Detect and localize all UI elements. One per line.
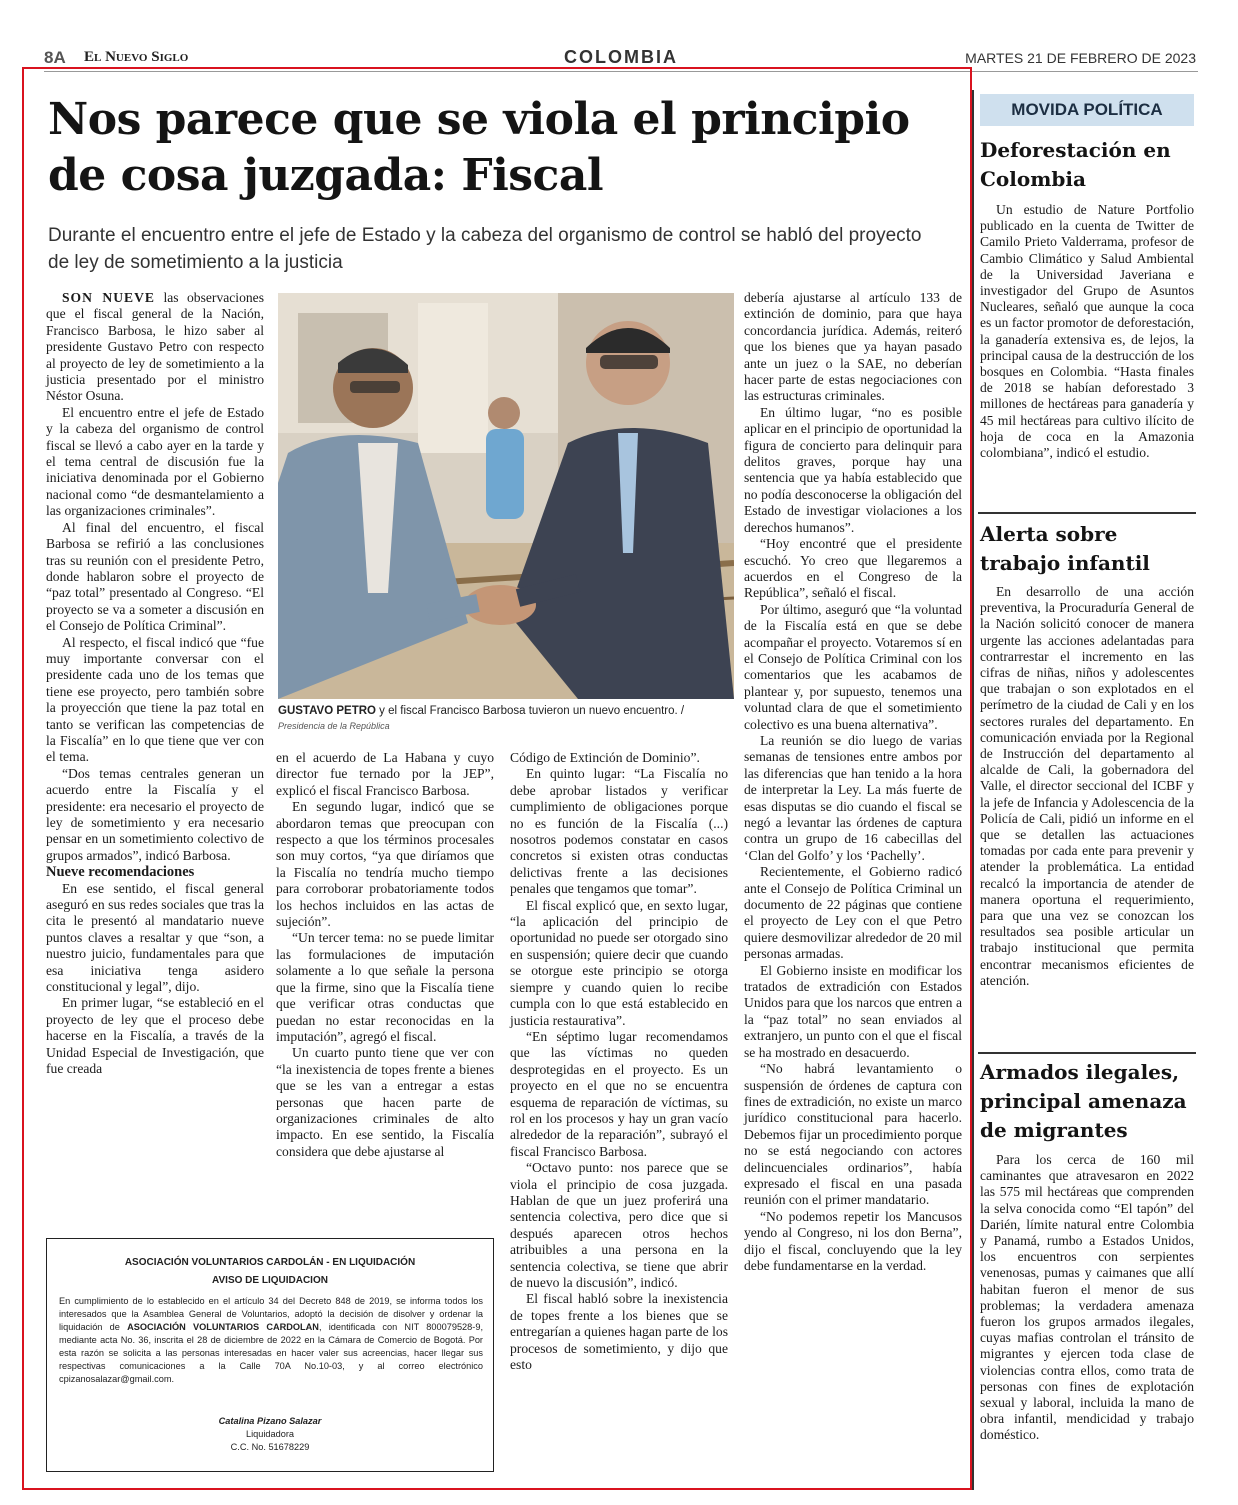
paragraph: en el acuerdo de La Habana y cuyo director fue ternado por la JEP”, explicó el fiscal Francisco Barbosa. [276,750,494,798]
paragraph: En quinto lugar: “La Fiscalía no debe aprobar listados y verificar cumplimiento de obligaciones porque no es función de la Fiscalía (...) nosotros podemos constatar en casos concretos si existen otras conductas delictivas frente a las decisiones penales que tengamos que tomar”. [510,766,728,897]
sidebar-item-title: Armados ilegales, principal amenaza de migrantes [980,1060,1187,1142]
paragraph: En segundo lugar, indicó que se abordaron temas que preocupan con respecto a que los términos procesales son muy cortos, “ya que diríamos que la Fiscalía no tendría mucho tiempo para corroborar probatoriamente todos los hechos incluidos en las actas de sujeción”. [276,799,494,930]
paragraph: “Dos temas centrales generan un acuerdo entre la Fiscalía y el presidente: era necesario el proyecto de ley de sometimiento y era necesario pensar en un sometimiento colectivo de grupos armados”, indicó Barbosa. [46,765,264,863]
notice-signature [47,1415,493,1454]
notice-title: AVISO DE LIQUIDACION [212,1275,328,1286]
handshake-photo-image [278,293,734,699]
article-headline: Nos parece que se viola el principio de cosa juzgada: Fiscal [48,94,910,201]
paragraph: “No habrá levantamiento o suspensión de órdenes de captura con fines de extradición, no existe un marco jurídico constitucional para hacerlo. Debemos fijar un procedimiento porque no se está negociando con actores delincuenciales ordinarios”, había expresado el fiscal en una pasada reunión con el primer mandatario. [744,1061,962,1208]
lead-paragraph: SON NUEVE las observaciones que el fiscal general de la Nación, Francisco Barbosa, le hizo saber al presidente Gustavo Petro con respecto al proyecto de ley de sometimiento a la justicia presentado por el ministro Néstor Osuna. [46,290,265,404]
paragraph: Al final del encuentro, el fiscal Barbosa se refirió a las conclusiones tras su reunión con el presidente Petro, donde hablaron sobre el proyecto de “paz total” presentado al Congreso. “El proyecto se va a someter a discusión en el Consejo de Política Criminal”. [46,519,264,634]
signer-role: Liquidadora [245,1429,295,1439]
subheading: Nueve recomendaciones [46,864,195,881]
sidebar-divider [972,90,974,1490]
photo-caption [278,704,734,734]
paragraph: En primer lugar, “se estableció en el proyecto de ley que el proceso debe hacerse en la Fiscalía, a través de la Unidad Especial de Investigación, que fue creada [46,995,264,1077]
signer-name: Catalina Pizano Salazar [218,1416,322,1426]
sidebar-item-title: Alerta sobre trabajo infantil [980,522,1150,575]
section-title: COLOMBIA [564,47,678,67]
lead-caps: SON NUEVE [62,290,155,305]
article-column-3 [510,750,728,1373]
notice-body: En cumplimiento de lo establecido en el artículo 34 del Decreto 848 de 2019, se informa todos los interesados que la Asamblea General de Voluntarios, adoptó la decisión de disolver y ordenar la liquidación de ASOCIACIÓN VOLUNTARIOS CARDOLAN, identificada con NIT 800079528-9, mediante acta No. 36, inscrita el 28 de diciembre de 2022 en la Cámara de Comercio de Bogotá. Por esta razón se solicita a las personas interesadas en hacer valer sus acreencias, hacer llegar sus respectivas comunicaciones a la Calle 70A No.10-03, y al correo electrónico cpizanosalazar@gmail.com. [59,1296,483,1384]
paragraph: debería ajustarse al artículo 133 de extinción de dominio, para que haya concordancia jurídica. Además, reiteró que los bienes que ya hayan pasado ante un juez o la SAE, no deberían hacer parte de estas negociaciones con las estructuras criminales. [744,290,962,404]
article-column-1 [46,290,264,1078]
paragraph: Por último, aseguró que “la voluntad de la Fiscalía está en que se debe acompañar el proyecto. Votaremos sí en el Consejo de Política Criminal con los comentarios que les acabamos de plantear y, por supuesto, tenemos una voluntad clara de que el sometimiento colectivo es una buena alternativa”. [744,601,962,732]
sidebar-item-text: Un estudio de Nature Portfolio publicado en la cuenta de Twitter de Camilo Prieto Valderrama, profesor de Cambio Climático y Salud Ambiental de la Universidad Javeriana e investigador del Grupo de Asuntos Nucleares, señaló que aunque la coca es un factor promotor de deforestación, la ganadería extensiva es, de lejos, la principal causa de la destrucción de los bosques en Colombia. “Hasta finales de 2018 se habían deforestado 3 millones de hectáreas para ganadería y 45 mil hectáreas para cultivo ilícito de hoja de coca en la Amazonia colombiana”, indicó el estudio. [980,202,1194,461]
paragraph: En ese sentido, el fiscal general aseguró en sus redes sociales que tras la cita le presentó al mandatario nueve puntos claves a resaltar y que “son, a nuestro juicio, fundamentales para que esa iniciativa tenga asidero constitucional y legal”, dijo. [46,880,264,995]
paragraph: “Un tercer tema: no se puede limitar las formulaciones de imputación solamente a lo que señale la persona que la firme, sino que la Fiscalía tiene que verificar otras conductas que puedan no estar reconocidas en la imputación”, agregó el fiscal. [276,930,494,1044]
signer-id: C.C. No. 51678229 [230,1442,310,1452]
issue-date: MARTES 21 DE FEBRERO DE 2023 [965,50,1196,66]
paragraph: El fiscal explicó que, en sexto lugar, “la aplicación del principio de oportunidad no puede ser otorgado sino en suspensión; quiere decir que cuando se otorgue este principio se otorga siempre y cuando quien lo recibe cumpla con lo que está establecido en justicia restaurativa”. [510,897,728,1028]
article-column-4 [744,290,962,1274]
sidebar-rule [978,1052,1196,1054]
caption-text: y el fiscal Francisco Barbosa tuvieron un nuevo encuentro. / [375,705,685,717]
article-photo [278,293,734,699]
notice-organization: ASOCIACIÓN VOLUNTARIOS CARDOLÁN - EN LIQUIDACIÓN [124,1257,416,1268]
paragraph: “No podemos repetir los Mancusos yendo al Congreso, ni los don Berna”, dijo el fiscal, concluyendo que la ley debe fundamentarse en la verdad. [744,1208,962,1273]
paragraph: “En séptimo lugar recomendamos que las víctimas no queden desprotegidas en el proyecto. Es un proyecto en el que no se encuentra esquema de reparación de víctimas, su rol en los procesos y hay un gran vacío alrededor de la reparación”, subrayó el fiscal Francisco Barbosa. [510,1028,728,1159]
paragraph: Un cuarto punto tiene que ver con “la inexistencia de topes frente a bienes que se les van a entregar a estas personas que hacen parte de organizaciones criminales de alto impacto. En ese sentido, la Fiscalía considera que debe ajustarse al [276,1045,494,1159]
paragraph: En último lugar, “no es posible aplicar en el principio de oportunidad la figura de concierto para delinquir para delitos graves, porque hay una sentencia que ya había establecido que no podía desconocerse la obligación del Estado de investigar violaciones a los derechos humanos”. [744,404,962,535]
sidebar-label: MOVIDA POLÍTICA [1011,100,1163,119]
sidebar-item-title: Deforestación en Colombia [980,138,1171,191]
liquidation-notice [46,1238,494,1472]
paragraph: El encuentro entre el jefe de Estado y la cabeza del organismo de control fiscal se llevó a cabo ayer en la tarde y el tema central de discusión fue la iniciativa denominada por el Gobierno nacional como “de desmantelamiento a las organizaciones criminales”. [46,404,264,519]
paragraph: El Gobierno insiste en modificar los tratados de extradición con Estados Unidos para que los narcos que entren a la “paz total” no sean enviados al extranjero, un punto con el que el fiscal se ha mostrado en desacuerdo. [744,962,962,1060]
photo-credit: Presidencia de la República [278,721,390,731]
article-column-2 [276,750,494,1160]
sidebar-item-text: Para los cerca de 160 mil caminantes que atravesaron en 2022 las 575 mil hectáreas que comprenden la selva conocida como “El tapón” del Darién, límite natural entre Colombia y Panamá, rumbo a Estados Unidos, los encuentros con serpientes venenosas, pumas y caimanes que allí habitan fueron el menor de sus problemas; la verdadera amenaza fueron los grupos armados ilegales, cuyas mafias controlan el tránsito de migrantes y ejercen toda clase de violencias contra ellos, como trata de personas con fines de explotación sexual y laboral, incluida la mano de obra infantil, mendicidad y trabajo doméstico. [980,1152,1194,1443]
caption-label: GUSTAVO PETRO [278,705,376,717]
paragraph: Código de Extinción de Dominio”. [510,750,700,765]
article-deck: Durante el encuentro entre el jefe de Estado y la cabeza del organismo de control se habló del proyecto de ley de sometimiento a la justicia [48,225,922,273]
paragraph: “Octavo punto: nos parece que se viola el principio de cosa juzgada. Hablan de que un juez proferirá una sentencia colectiva, pero dice que si después aparecen otros hechos atribuibles a una persona en la sentencia colectiva, se tiene que abrir de nuevo la discusión”, indicó. [510,1160,728,1290]
paragraph: Recientemente, el Gobierno radicó ante el Consejo de Política Criminal un documento de 22 páginas que contiene el proyecto de Ley con el que Petro quiere desmovilizar alrededor de 20 mil personas armadas. [744,864,962,962]
paragraph: “Hoy encontré que el presidente escuchó. Yo creo que llegaremos a acuerdos en el Congreso de la República”, señaló el fiscal. [744,536,962,601]
paragraph: La reunión se dio luego de varias semanas de tensiones entre ambos por las diferencias que han tenido a la hora de interpretar la Ley. La más fuerte de esas disputas se dio cuando el fiscal se negó a levantar las órdenes de captura contra un grupo de 16 cabecillas del ‘Clan del Golfo’ y los ‘Pachelly’. [744,732,962,863]
paragraph: El fiscal habló sobre la inexistencia de topes frente a los bienes que se entregarían a quienes hagan parte de los procesos de sometimiento, y dijo que esto [510,1291,728,1373]
sidebar-rule [978,512,1196,514]
page-number: 8A [44,48,66,67]
paragraph: Al respecto, el fiscal indicó que “fue muy importante conversar con el presidente cada uno de los temas que tiene ese proyecto, pero también sobre la proyección que tiene la paz total en tanto se verifican las competencias de la Fiscalía” en lo que tiene que ver con el tema. [46,634,264,765]
paper-name: El Nuevo Siglo [84,49,189,65]
sidebar-item-text: En desarrollo de una acción preventiva, la Procuraduría General de la Nación solicitó conocer de manera urgente las acciones adelantadas para contrarrestar el incremento en las cifras de niñas, niños y adolescentes que trabajan o son explotados en el perímetro de la ciudad de Cali y en los sectores rurales del departamento. En comunicación enviada por la Regional de Instrucción del departamento al alcalde de Cali, la gobernadora del Valle, el director seccional del ICBF y la jefe de Infancia y Adolescencia de la Policía de Cali, pidió un informe en el que se detallen las actuaciones tomadas por cada ente para prevenir y atender la problemática. La entidad recalcó la importancia de atender de manera oportuna el requerimiento, para que una vez se conozcan los resultados sea posible articular un trabajo institucional que permita encontrar mecanismos eficientes de atención. [980,584,1194,988]
